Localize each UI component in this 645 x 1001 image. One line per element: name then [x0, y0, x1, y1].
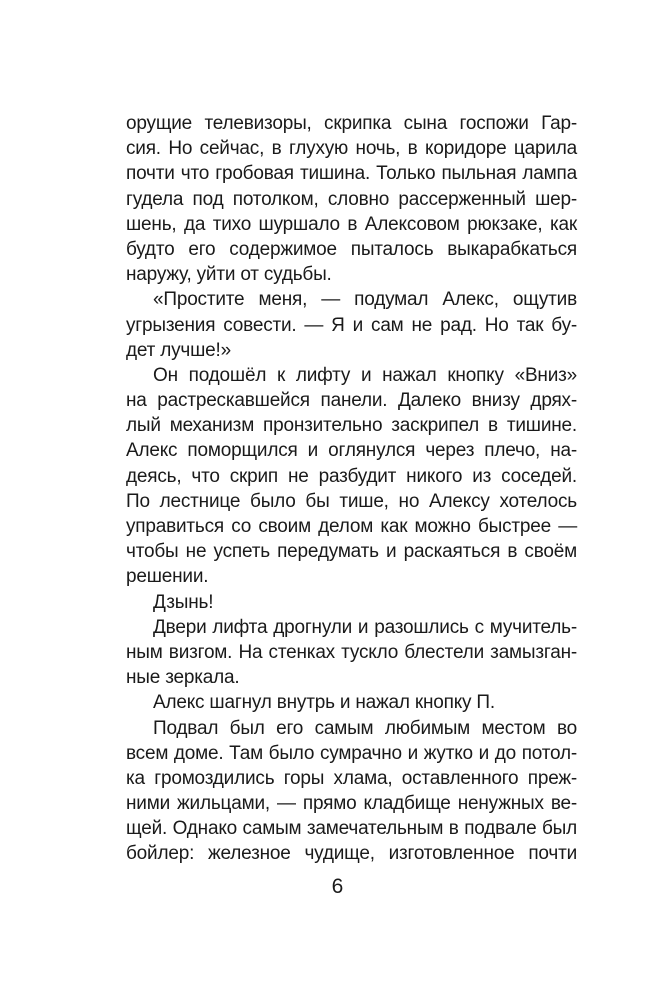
text-line: щей. Однако самым замечательным в подвале был	[126, 818, 577, 840]
text-line: Алекс поморщился и оглянулся через плечо, на-	[126, 440, 577, 462]
text-line: ные зеркала.	[126, 667, 240, 689]
text-line: Двери лифта дрогнули и разошлись с мучитель-	[153, 616, 577, 638]
text-line: всем доме. Там было сумрачно и жутко и до потол-	[126, 742, 577, 764]
text-line: Он подошёл к лифту и нажал кнопку «Вниз»	[153, 364, 577, 386]
paragraph	[126, 590, 577, 615]
text-line: деясь, что скрип не разбудит никого из соседей.	[126, 465, 577, 487]
paragraph	[126, 363, 577, 590]
paragraph	[126, 690, 577, 715]
paragraph	[126, 287, 577, 363]
paragraph	[126, 111, 577, 287]
text-line: управиться со своим делом как можно быстрее —	[126, 516, 577, 537]
text-line: будто его содержимое пыталось выкарабкаться	[126, 238, 577, 260]
text-line: Дзынь!	[153, 591, 214, 613]
page-text-block	[126, 111, 577, 867]
text-line: ка громоздились горы хлама, оставленного преж-	[126, 767, 577, 789]
text-line: «Простите меня, — подумал Алекс, ощутив	[153, 289, 577, 311]
text-line: почти что гробовая тишина. Только пыльная лампа	[126, 163, 577, 185]
text-line: Подвал был его самым любимым местом во	[153, 717, 577, 739]
text-line: ным визгом. На стенках тускло блестели замызган-	[126, 641, 577, 663]
text-line: дет лучше!»	[126, 339, 231, 361]
text-line: ними жильцами, — прямо кладбище ненужных ве-	[126, 793, 577, 815]
page-number: 6	[331, 875, 344, 898]
text-line: гудела под потолком, словно рассерженный шер-	[126, 188, 577, 210]
text-line: на растрескавшейся панели. Далеко внизу дрях-	[126, 390, 577, 412]
paragraph	[126, 716, 577, 867]
text-line: бойлер: железное чудище, изготовленное почти	[126, 843, 577, 865]
text-line: решении.	[126, 566, 209, 588]
text-line: сия. Но сейчас, в глухую ночь, в коридоре царила	[126, 138, 577, 160]
text-line: По лестнице было бы тише, но Алексу хотелось	[126, 490, 577, 512]
text-line: наружу, уйти от судьбы.	[126, 264, 332, 286]
text-line: орущие телевизоры, скрипка сына госпожи Гар-	[126, 113, 577, 134]
text-line: шень, да тихо шуршало в Алексовом рюкзаке, как	[126, 213, 577, 235]
text-line: Алекс шагнул внутрь и нажал кнопку П.	[153, 692, 495, 714]
text-line: угрызения совести. — Я и сам не рад. Но так бу-	[126, 314, 577, 336]
text-line: чтобы не успеть передумать и раскаяться в своём	[126, 541, 577, 563]
paragraph	[126, 615, 577, 691]
text-line: лый механизм пронзительно заскрипел в тишине.	[126, 415, 577, 437]
